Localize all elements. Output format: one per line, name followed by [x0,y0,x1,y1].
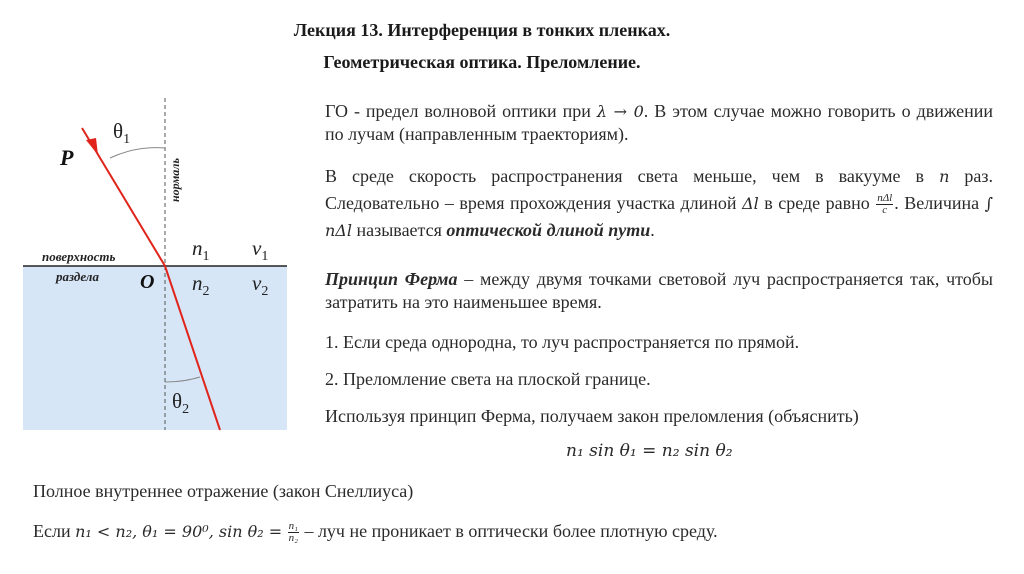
v1-label: $v_1$ [252,236,269,264]
paragraph-geometric-optics: ГО - предел волновой оптики при λ → 0. В этом случае можно говорить о движении по лучам (направленным траекториям). [325,101,993,144]
n2-label: $n_2$ [192,271,210,299]
n1-over-n2-fraction: $\frac{\text{n₁}}{\text{n₂}}$ [288,520,298,545]
theta2-label: $\theta_2$ [172,389,190,417]
paragraph-optical-path: В среде скорость распространения света меньше, чем в вакууме в n раз. Следовательно – время прохождения участка длиной Δl в среде равно $\frac{\text{nΔl}}{c}$ . Величина ∫ nΔl называется оптической длиной пути. [325,166,993,240]
total-internal-reflection-condition: Если n₁ < n₂, θ₁ = 90⁰, sin θ₂ = $\frac{\text{n₁}}{\text{n₂}}$ – луч не проникает в оптически более плотную среду. [33,520,718,545]
total-internal-reflection-heading: Полное внутреннее отражение (закон Снеллиуса) [33,481,414,501]
theta1-label: $\theta_1$ [113,119,131,147]
slide-title-line-2: Геометрическая оптика. Преломление. [323,52,641,72]
surface-label-line-2: раздела [56,269,99,284]
lower-medium [23,266,287,430]
surface-label-line-1: поверхность [42,249,116,264]
v2-label: $v_2$ [252,271,269,299]
point-2-text: 2. Преломление света на плоской границе. [325,369,651,389]
optical-time-fraction: $\frac{\text{nΔl}}{c}$ [877,192,893,217]
fermat-usage-text: Используя принцип Ферма, получаем закон преломления (объяснить) [325,406,859,426]
theta1-arc [110,148,165,158]
normal-label: нормаль [168,158,182,202]
point-1-text: 1. Если среда однородна, то луч распространяется по прямой. [325,332,800,352]
ray-arrowhead [86,138,98,155]
paragraph-fermat-principle: Принцип Ферма – между двумя точками световой луч распространяется так, чтобы затратить на это наименьшее время. [325,269,993,312]
n1-label: $n_1$ [192,236,210,264]
slide-title-line-1: Лекция 13. Интерференция в тонких пленках. [293,20,671,40]
snell-law-formula: n₁ sin θ₁ = n₂ sin θ₂ [566,441,733,461]
point-p-label: P [60,145,74,170]
refraction-diagram [20,90,290,435]
point-o-label: O [140,271,155,293]
